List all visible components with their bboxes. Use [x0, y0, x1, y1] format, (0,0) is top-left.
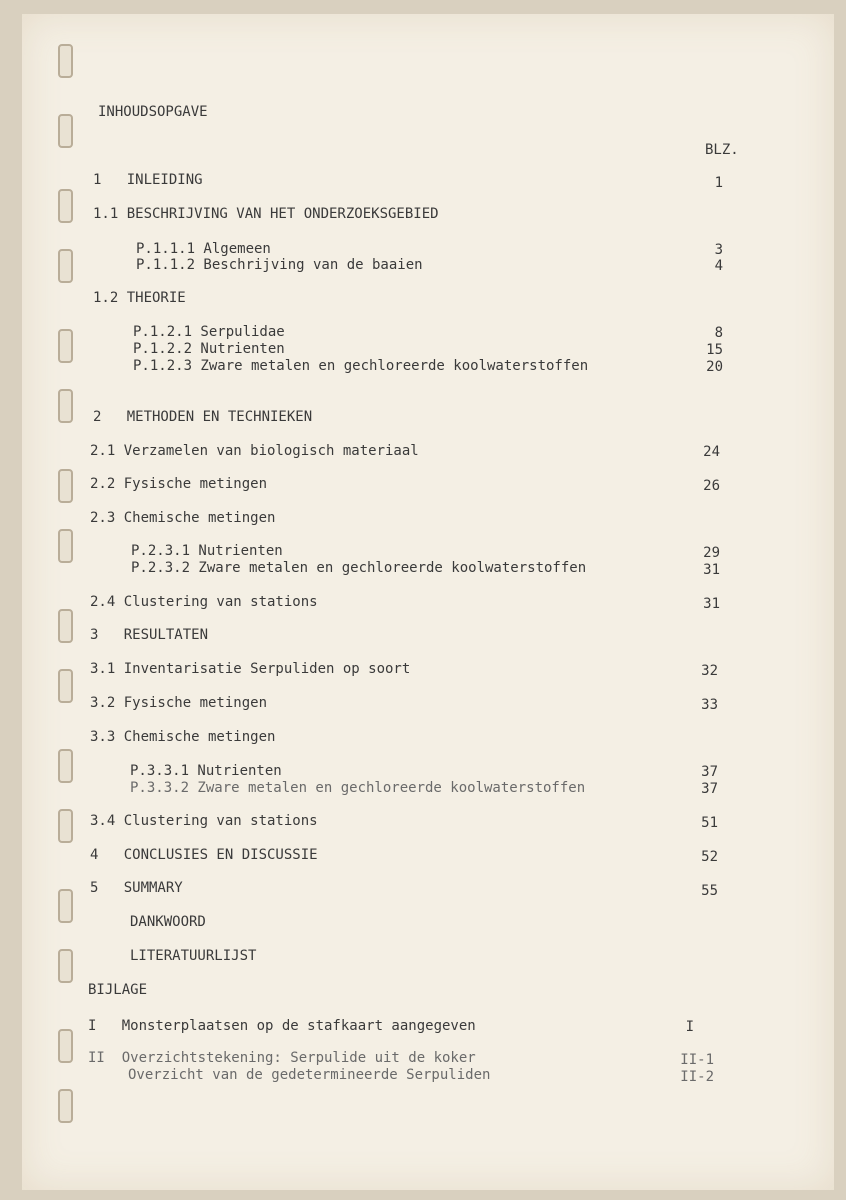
toc-page-number: 8 [714, 325, 723, 341]
binding-hole [58, 529, 73, 563]
page-title: INHOUDSOPGAVE [98, 104, 208, 120]
toc-page-number: 33 [701, 697, 718, 713]
toc-entry: P.3.3.1 Nutrienten [130, 763, 282, 779]
toc-page-number: 24 [703, 444, 720, 460]
binding-hole [58, 749, 73, 783]
toc-entry: 5 SUMMARY [90, 880, 183, 896]
toc-page-number: 37 [701, 781, 718, 797]
toc-entry: I Monsterplaatsen op de stafkaart aangegeven [88, 1018, 476, 1034]
toc-entry: P.2.3.1 Nutrienten [131, 543, 283, 559]
toc-entry: 2.3 Chemische metingen [90, 510, 276, 526]
binding-hole [58, 889, 73, 923]
binding-hole [58, 809, 73, 843]
toc-page-number: 32 [701, 663, 718, 679]
toc-entry: P.1.2.3 Zware metalen en gechloreerde koolwaterstoffen [133, 358, 589, 374]
toc-entry: 3.4 Clustering van stations [90, 813, 318, 829]
binding-hole [58, 949, 73, 983]
toc-entry: 2.4 Clustering van stations [90, 594, 318, 610]
toc-page-number: 31 [703, 562, 720, 578]
binding-hole [58, 609, 73, 643]
toc-entry: P.2.3.2 Zware metalen en gechloreerde koolwaterstoffen [131, 560, 587, 576]
toc-entry: 1 INLEIDING [93, 172, 203, 188]
toc-entry: P.1.1.2 Beschrijving van de baaien [136, 257, 423, 273]
toc-page-number: 26 [703, 478, 720, 494]
toc-entry: 1.2 THEORIE [93, 290, 186, 306]
toc-entry: P.1.1.1 Algemeen [136, 241, 271, 257]
toc-page-number: 37 [701, 764, 718, 780]
page-column-header: BLZ. [705, 142, 739, 158]
toc-entry: 3.2 Fysische metingen [90, 695, 268, 711]
binding-hole [58, 249, 73, 283]
toc-entry: II Overzichtstekening: Serpulide uit de koker [88, 1050, 476, 1066]
toc-entry: BIJLAGE [88, 982, 148, 998]
toc-entry: 3 RESULTATEN [90, 627, 209, 643]
binding-hole [58, 1089, 73, 1123]
toc-page-number: II-2 [680, 1069, 714, 1085]
toc-entry: 2 METHODEN EN TECHNIEKEN [93, 409, 313, 425]
toc-page-number: 29 [703, 545, 720, 561]
toc-entry: P.1.2.1 Serpulidae [133, 324, 285, 340]
binding-hole [58, 469, 73, 503]
toc-entry: 1.1 BESCHRIJVING VAN HET ONDERZOEKSGEBIED [93, 206, 439, 222]
binding-hole [58, 389, 73, 423]
toc-page-number: 4 [714, 258, 723, 274]
toc-page-number: II-1 [680, 1052, 714, 1068]
binding-hole [58, 114, 73, 148]
binding-hole [58, 669, 73, 703]
toc-page-number: 51 [701, 815, 718, 831]
binding-hole [58, 189, 73, 223]
toc-page-number: 1 [714, 175, 723, 191]
toc-page-number: 55 [701, 883, 718, 899]
toc-entry: 2.1 Verzamelen van biologisch materiaal [90, 443, 419, 459]
toc-page-number: 3 [714, 242, 723, 258]
binding-hole [58, 1029, 73, 1063]
toc-page-number: 20 [706, 359, 723, 375]
toc-page-number: 31 [703, 596, 720, 612]
toc-entry: DANKWOORD [130, 914, 206, 930]
toc-entry: LITERATUURLIJST [130, 948, 257, 964]
toc-entry: 2.2 Fysische metingen [90, 476, 268, 492]
toc-entry: Overzicht van de gedetermineerde Serpuliden [128, 1067, 491, 1083]
binding-hole [58, 329, 73, 363]
toc-entry: 3.3 Chemische metingen [90, 729, 276, 745]
toc-page-number: I [685, 1019, 694, 1035]
binding-hole [58, 44, 73, 78]
toc-page-number: 15 [706, 342, 723, 358]
toc-entry: P.1.2.2 Nutrienten [133, 341, 285, 357]
toc-entry: 4 CONCLUSIES EN DISCUSSIE [90, 847, 318, 863]
toc-entry: 3.1 Inventarisatie Serpuliden op soort [90, 661, 411, 677]
toc-entry: P.3.3.2 Zware metalen en gechloreerde koolwaterstoffen [130, 780, 586, 796]
toc-page-number: 52 [701, 849, 718, 865]
